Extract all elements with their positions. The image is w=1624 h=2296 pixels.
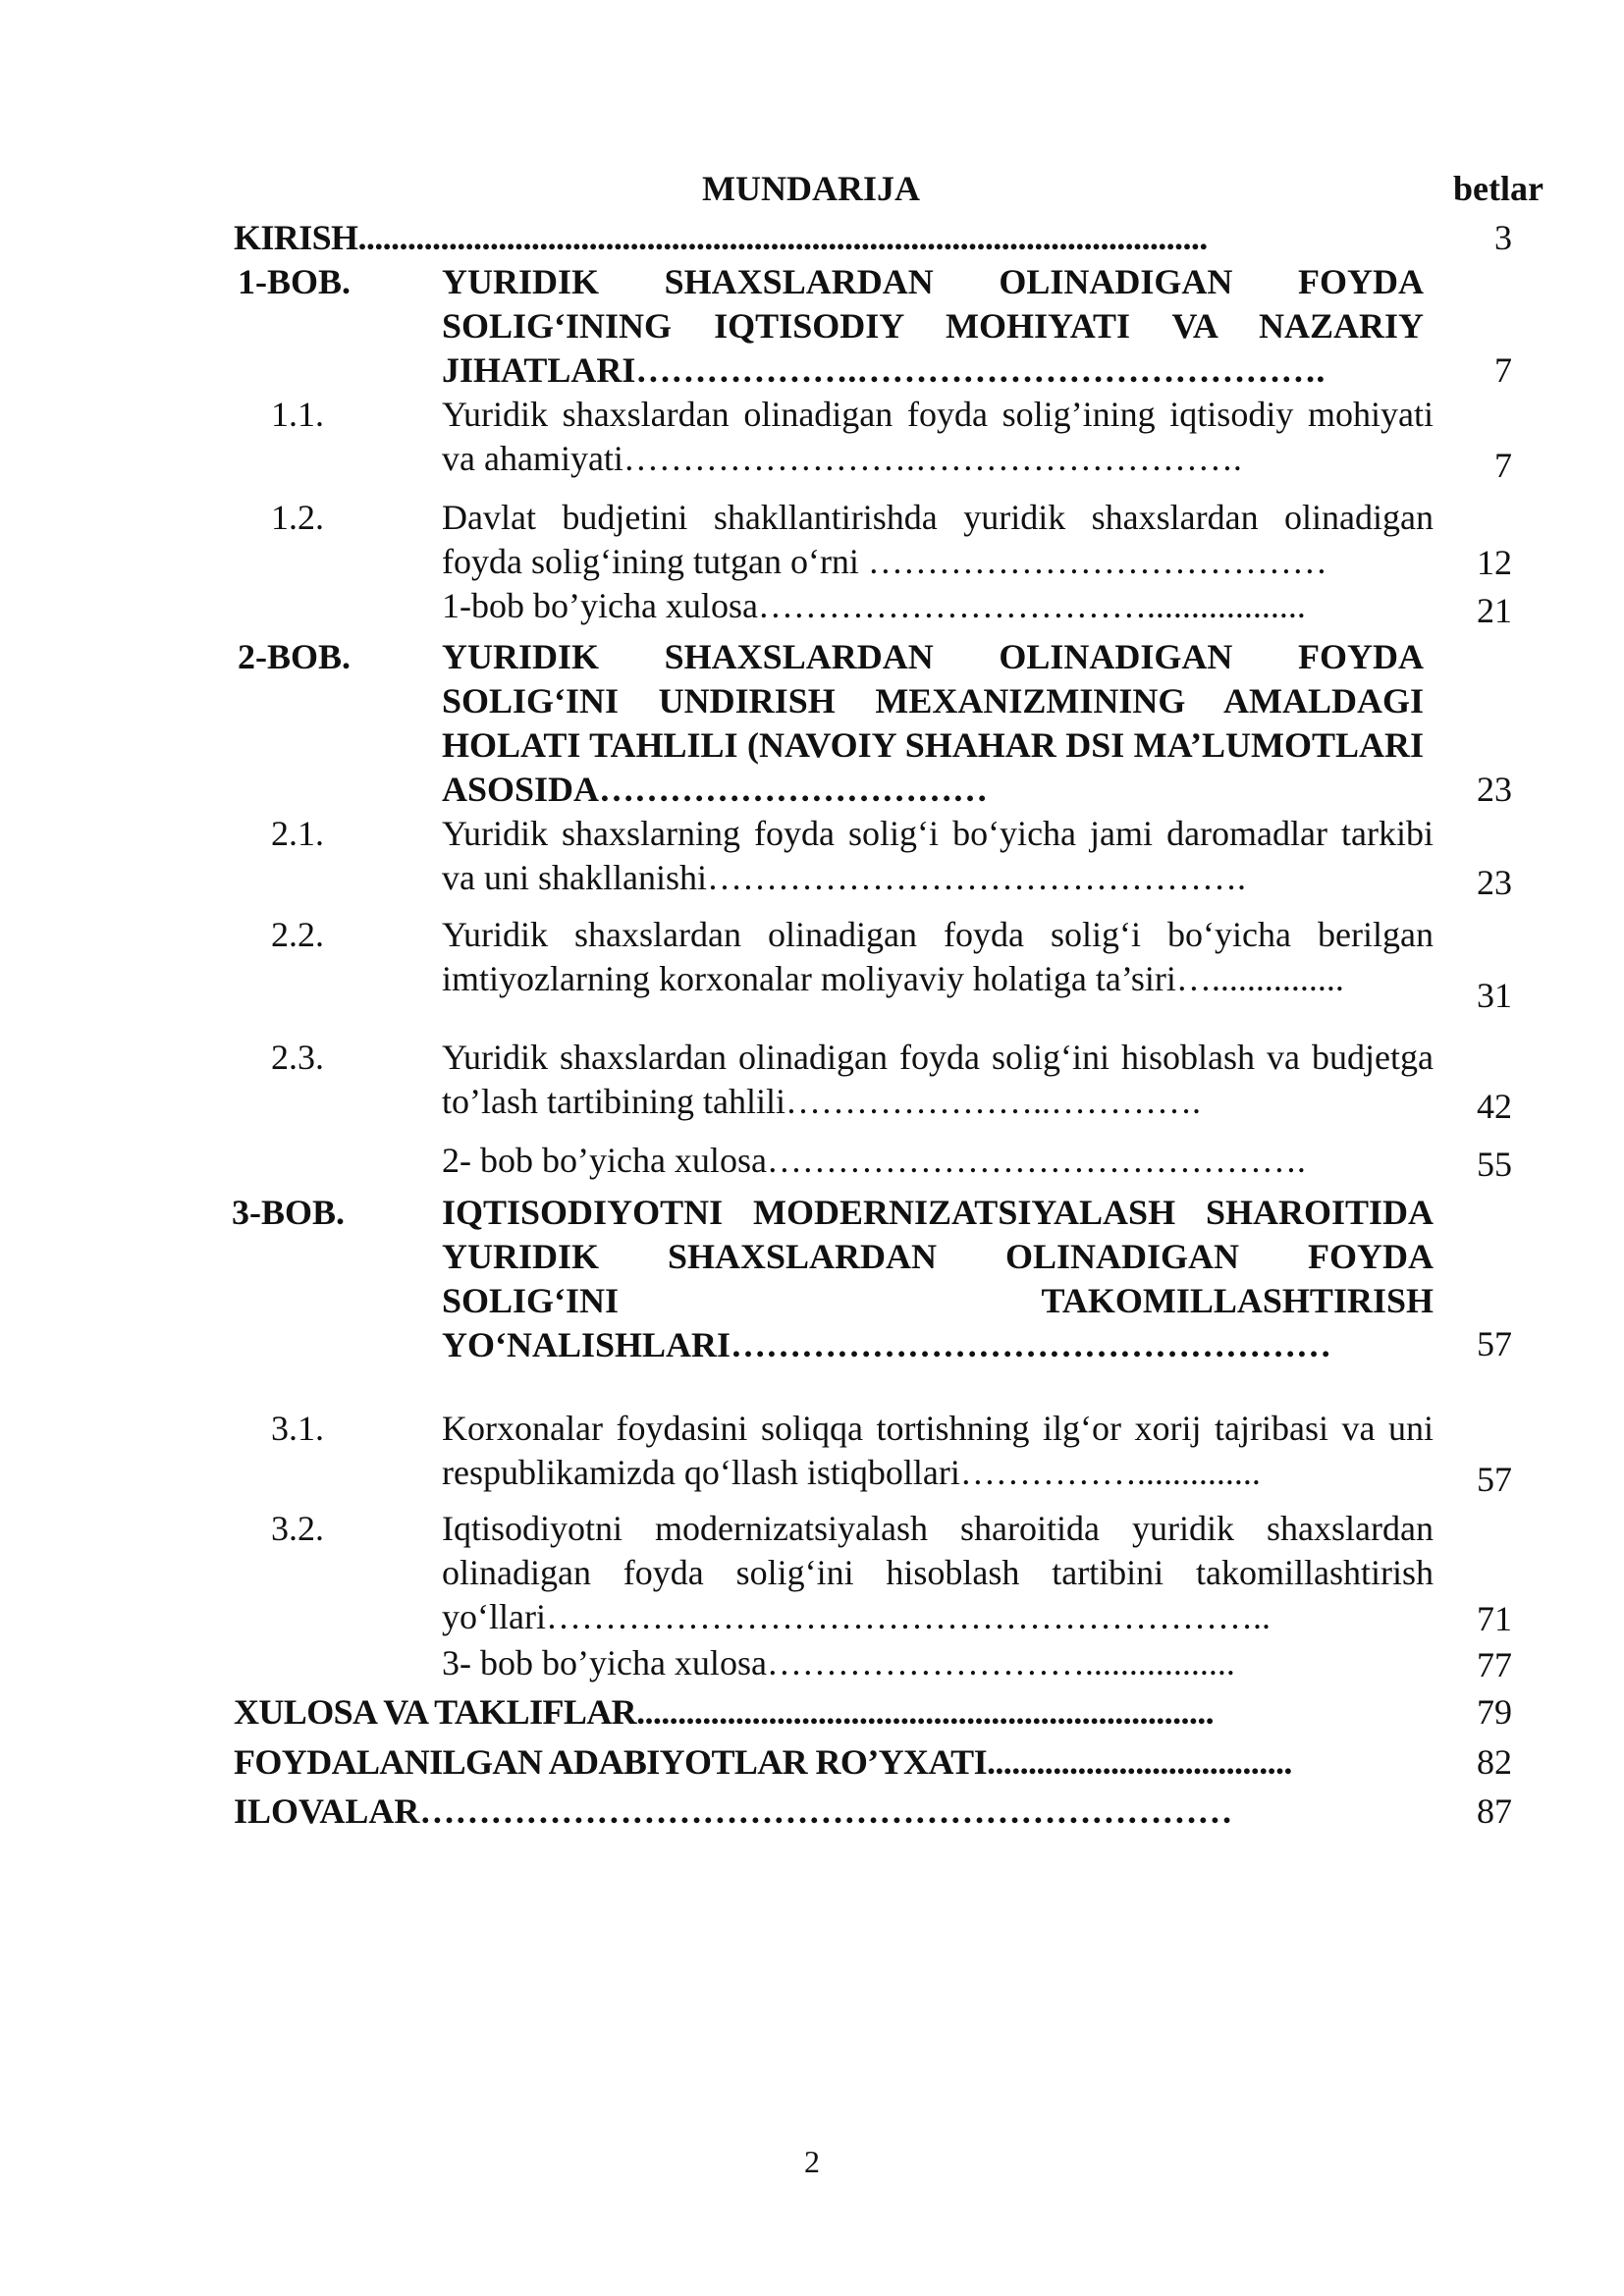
- toc-entry-title: IQTISODIYOTNI MODERNIZATSIYALASH SHAROITIDA YURIDIK SHAXSLARDAN OLINADIGAN FOYDA SOLIG‘INI TAKOMILLASHTIRISH YO‘NALISHLARI……………………………………………: [442, 1193, 1434, 1364]
- toc-entry-page: 21: [1477, 591, 1512, 630]
- toc-entry-page: 7: [1494, 350, 1512, 390]
- page-number: 2: [804, 2144, 820, 2179]
- toc-entry-page: 57: [1477, 1460, 1512, 1499]
- toc-entry-title: Yuridik shaxslardan olinadigan foyda solig‘ini hisoblash va budjetga to’lash tartibining tahlili…………………..………….: [442, 1038, 1434, 1121]
- toc-entry-page: 23: [1477, 863, 1512, 902]
- toc-entry-number: 3.1.: [271, 1409, 324, 1448]
- toc-entry-page: 87: [1477, 1791, 1512, 1831]
- toc-entry-number: 2.3.: [271, 1038, 324, 1077]
- toc-entry-title: Davlat budjetini shakllantirishda yuridik shaxslardan olinadigan foyda solig‘ining tutgan o‘rni …………………………………: [442, 498, 1434, 581]
- toc-entry-page: 42: [1477, 1087, 1512, 1126]
- toc-entry-page: 7: [1494, 446, 1512, 485]
- toc-entry-title: Korxonalar foydasini soliqqa tortishning ilg‘or xorij tajribasi va uni respublikamizda qo‘llash istiqbollari……………..............: [442, 1409, 1434, 1492]
- toc-entry-page: 31: [1477, 976, 1512, 1015]
- toc-entry-page: 23: [1477, 770, 1512, 809]
- toc-entry-number: 3.2.: [271, 1509, 324, 1548]
- toc-entry-number: 2-BOB.: [238, 637, 352, 676]
- toc-entry-title: XULOSA VA TAKLIFLAR......................................................................: [234, 1692, 1215, 1732]
- toc-entry-page: 71: [1477, 1599, 1512, 1638]
- toc-entry-title: 2- bob bo’yicha xulosa……………………………………….: [442, 1141, 1306, 1180]
- toc-entry-title: 1-bob bo’yicha xulosa……………………………..................: [442, 586, 1306, 625]
- toc-entry-number: 2.2.: [271, 915, 324, 954]
- toc-entry-number: 3-BOB.: [232, 1193, 346, 1232]
- toc-entry-number: 1-BOB.: [238, 262, 352, 301]
- toc-entry-number: 1.2.: [271, 498, 324, 537]
- toc-entry-page: 79: [1477, 1692, 1512, 1732]
- toc-entry-title: Iqtisodiyotni modernizatsiyalash sharoitida yuridik shaxslardan olinadigan foyda solig‘ini hisoblash tartibini takomillashtirish yo‘llari……………………………………………………..: [442, 1509, 1434, 1636]
- toc-entry-page: 12: [1477, 543, 1512, 582]
- toc-entry-number: 2.1.: [271, 814, 324, 853]
- toc-entry-page: 57: [1477, 1324, 1512, 1363]
- toc-entry-page: 77: [1477, 1645, 1512, 1684]
- toc-entry-title: 3- bob bo’yicha xulosa……………………….................: [442, 1643, 1235, 1682]
- toc-entry-title: YURIDIK SHAXSLARDAN OLINADIGAN FOYDA SOLIG‘INING IQTISODIY MOHIYATI VA NAZARIY JIHATLARI……………….………………………………….: [442, 262, 1424, 390]
- toc-heading: MUNDARIJA: [702, 169, 920, 208]
- pages-column-label: betlar: [1453, 169, 1543, 208]
- toc-entry-title: FOYDALANILGAN ADABIYOTLAR RO’YXATI.....................................: [234, 1742, 1292, 1782]
- toc-entry-title: YURIDIK SHAXSLARDAN OLINADIGAN FOYDA SOLIG‘INI UNDIRISH MEXANIZMINING AMALDAGI HOLATI TAHLILI (NAVOIY SHAHAR DSI MA’LUMOTLARI ASOSIDA……………………………: [442, 637, 1424, 809]
- toc-entry-title: Yuridik shaxslardan olinadigan foyda solig‘i bo‘yicha berilgan imtiyozlarning korxonalar moliyaviy holatiga ta’siri…...............: [442, 915, 1434, 998]
- toc-entry-page: 82: [1477, 1742, 1512, 1782]
- toc-entry-page: 55: [1477, 1145, 1512, 1184]
- toc-entry-page: 3: [1494, 218, 1512, 257]
- toc-entry-title: Yuridik shaxslardan olinadigan foyda solig’ining iqtisodiy mohiyati va ahamiyati…………………….……………………….: [442, 395, 1434, 478]
- toc-entry-title: ILOVALAR……………………………………………………………: [234, 1791, 1233, 1831]
- toc-entry-title: KIRISH.......................................................................................................: [234, 218, 1208, 257]
- toc-entry-title: Yuridik shaxslarning foyda solig‘i bo‘yicha jami daromadlar tarkibi va uni shakllanishi……………………………………….: [442, 814, 1434, 897]
- toc-entry-number: 1.1.: [271, 395, 324, 434]
